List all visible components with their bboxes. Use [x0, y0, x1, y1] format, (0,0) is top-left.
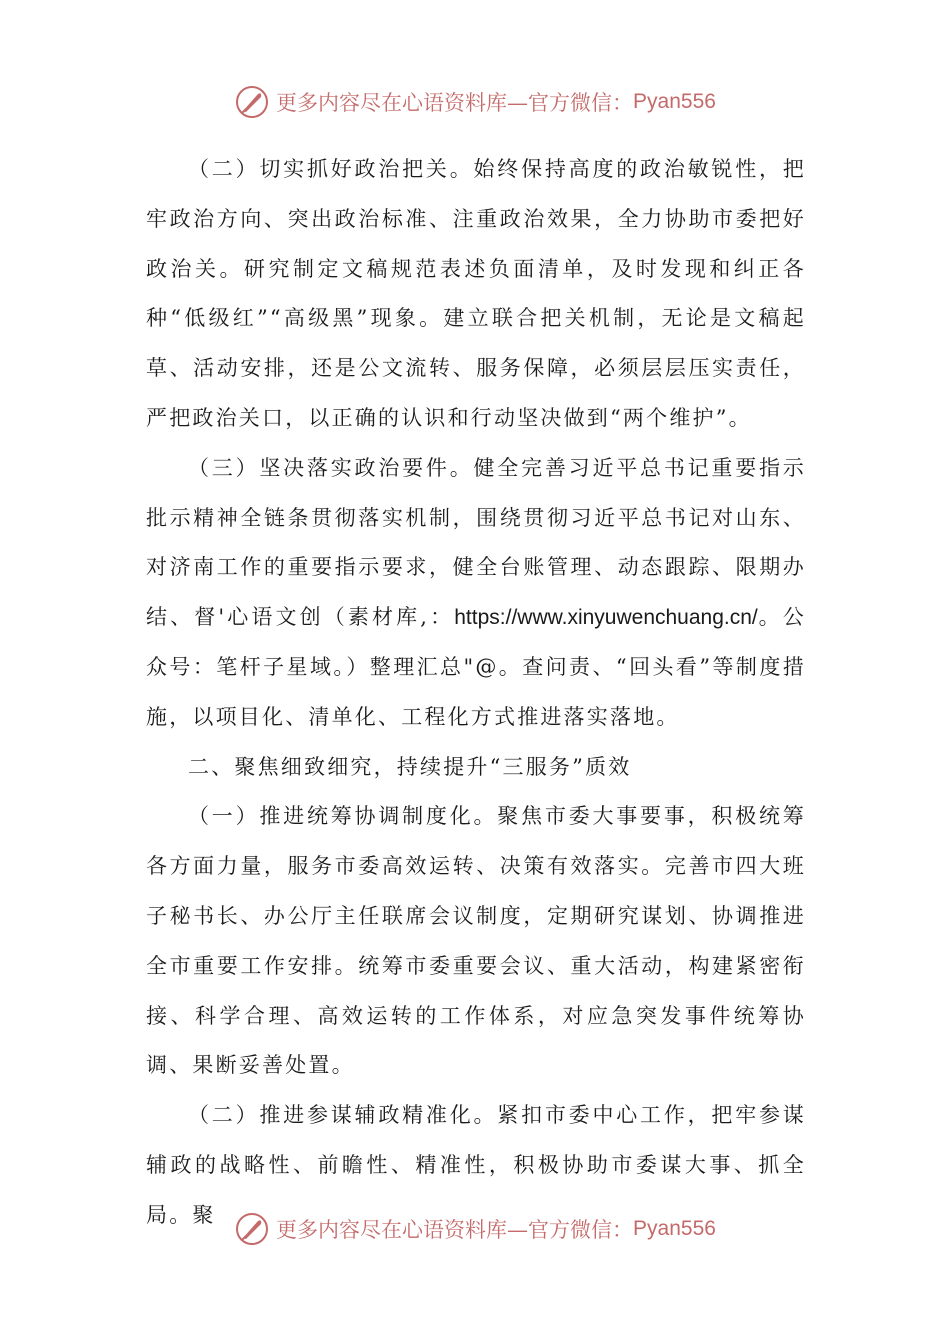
paragraph-political-check: （二）切实抓好政治把关。始终保持高度的政治敏锐性，把牢政治方向、突出政治标准、注重政治效果，全力协助市委把好政治关。研究制定文稿规范表述负面清单，及时发现和纠正各种“低级红”“高级黑”现象。建立联合把关机制，无论是文稿起草、活动安排，还是公文流转、服务保障，必须层层压实责任，严把政治关口，以正确的认识和行动坚决做到“两个维护”。: [146, 157, 806, 430]
document-body: [146, 145, 806, 1241]
banner-text: 更多内容尽在心语资料库—官方微信：: [276, 1218, 634, 1242]
paragraph-political-essentials-part1: （三）坚决落实政治要件。健全完善习近平总书记重要指示批示精神全链条贯彻落实机制，围绕贯彻习近平总书记对山东、对济南工作的重要指示要求，健全台账管理、动态跟踪、限期办结、督'心语文创（素材库,：: [146, 455, 806, 630]
paragraph-political-essentials: [146, 444, 806, 743]
paragraph-political-essentials-part2: 。公众号：笔杆子星域。）整理汇总"@。查问责、“回头看”等制度措施，以项目化、清单化、工程化方式推进落实落地。: [146, 605, 807, 729]
quill-logo-icon: [234, 1211, 270, 1247]
banner-wechat-id: Pyan556: [633, 90, 716, 113]
banner-text: 更多内容尽在心语资料库—官方微信：: [276, 91, 634, 115]
header-watermark-banner: [0, 80, 950, 124]
paragraph-coordination: （一）推进统筹协调制度化。聚焦市委大事要事，积极统筹各方面力量，服务市委高效运转、决策有效落实。完善市四大班子秘书长、办公厅主任联席会议制度，定期研究谋划、协调推进全市重要工作安排。统筹市委重要会议、重大活动，构建紧密衔接、科学合理、高效运转的工作体系，对应急突发事件统筹协调、果断妥善处置。: [146, 804, 806, 1078]
paragraph-advisory: （二）推进参谋辅政精准化。紧扣市委中心工作，把牢参谋辅政的战略性、前瞻性、精准性，积极协助市委谋大事、抓全局。聚: [146, 1103, 806, 1227]
banner-wechat-id: Pyan556: [633, 1217, 716, 1240]
source-url-link[interactable]: https://www.xinyuwenchuang.cn/: [454, 606, 758, 630]
section-heading-two: 二、聚焦细致细究，持续提升“三服务”质效: [188, 754, 632, 779]
footer-watermark-banner: [0, 1207, 950, 1251]
quill-logo-icon: [234, 84, 270, 120]
